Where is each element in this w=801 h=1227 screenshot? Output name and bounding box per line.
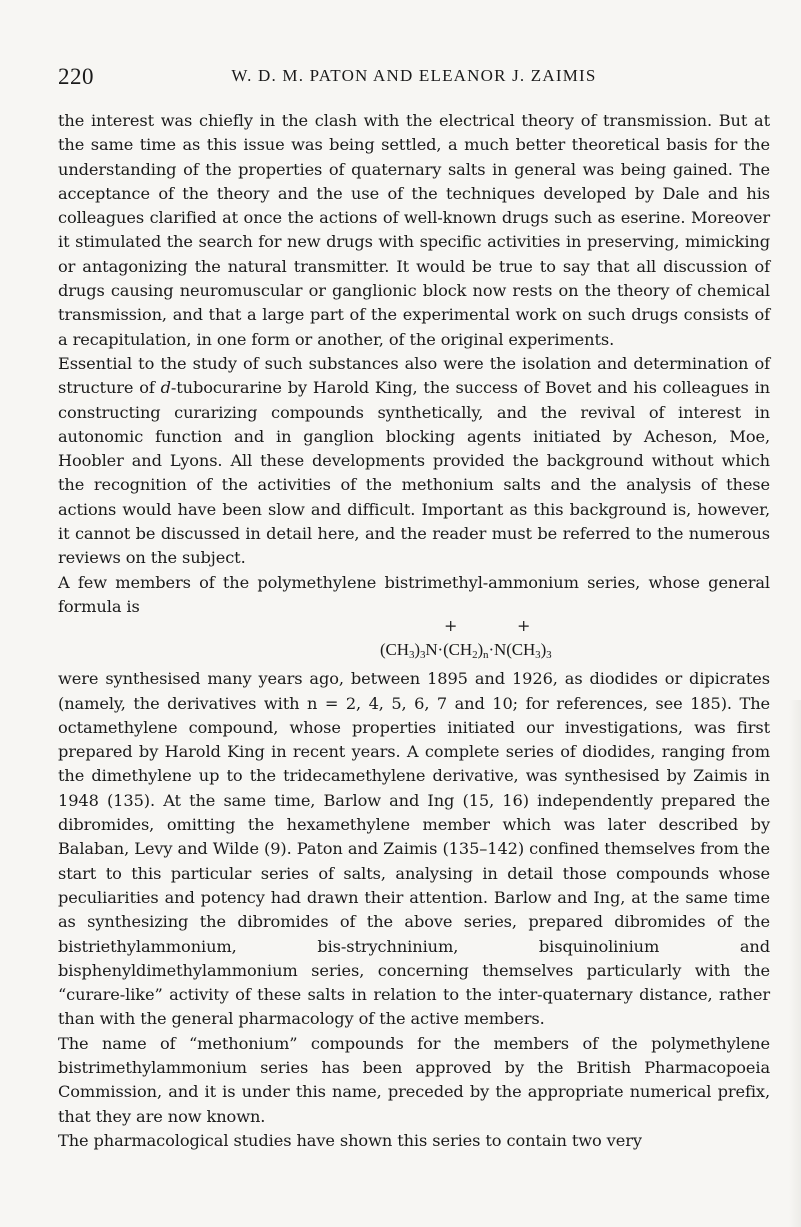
paragraph-2 — [58, 352, 770, 571]
paragraph-6: The pharmacological studies have shown this series to contain two very — [58, 1130, 642, 1150]
formula-expression: $(CH_3)_3N\cdot(CH_2)_n\cdot N(CH_3)_3$ — [380, 640, 552, 662]
body-text — [58, 109, 770, 1153]
page-header — [58, 64, 770, 94]
paragraph-2-rest: -tubocurarine by Harold King, the success of Bovet and his colleagues in constructing curarizing compounds synthetically, and the revival of interest in autonomic function and in ganglion blocking agents initiated by Acheson, Moe, Hoobler and Lyons. All these developments provided the background without which the recognition of the activities of the methonium salts and the analysis of these actions would have been slow and difficult. Important as this background is, however, it cannot be discussed in detail here, and the reader must be referred to the numerous reviews on the subject. — [58, 378, 770, 568]
formula-plus-sign-left: + — [444, 616, 458, 636]
paragraph-4: were synthesised many years ago, between 1895 and 1926, as diodides or dipicrates (namely, the derivatives with n = 2, 4, 5, 6, 7 and 10; for references, see 185). The octamethylene compound, whose properties initiated our investigations, was first prepared by Harold King in recent years. A complete series of diodides, ranging from the dimethylene up to the tridecamethylene derivative, was synthesised by Zaimis in 1948 (135). At the same time, Barlow and Ing (15, 16) independently prepared the dibromides, omitting the hexamethylene member which was later described by Balaban, Levy and Wilde (9). Paton and Zaimis (135–142) confined themselves from the start to this particular series of salts, analysing in detail those compounds whose peculiarities and potency had drawn their attention. Barlow and Ing, at the same time as synthesizing the dibromides of the above series, prepared dibromides of the bistriethylammonium, bis-strychninium, bisquinolinium and bisphenyldimethylammonium series, concerning themselves particularly with the “curare-like” activity of these salts in relation to the inter-quaternary distance, rather than with the general pharmacology of the active members. — [58, 669, 770, 1029]
paragraph-2-prefix: Essential to the study of such substances also were the isolation and determination of structure of — [58, 353, 770, 398]
paragraph-1: the interest was chiefly in the clash with the electrical theory of transmission. But at the same time as this issue was being settled, a much better theoretical basis for the understanding of the properties of quaternary salts in general was being gained. The acceptance of the theory and the use of the techniques developed by Dale and his colleagues clarified at once the actions of well-known drugs such as eserine. Moreover it stimulated the search for new drugs with specific activities in preserving, mimicking or antagonizing the natural transmitter. It would be true to say that all discussion of drugs causing neuromuscular or ganglionic block now rests on the theory of chemical transmission, and that a large part of the experimental work on such drugs consists of a recapitulation, in one form or another, of the original experiments. — [58, 111, 770, 349]
formula-plus-sign-right: + — [517, 616, 531, 636]
page-edge-shading — [789, 700, 801, 1227]
general-formula — [58, 616, 770, 667]
page-number: 220 — [58, 64, 94, 89]
running-head: W. D. M. PATON AND ELEANOR J. ZAIMIS — [231, 66, 597, 85]
paragraph-2-italic-d: d — [160, 378, 171, 398]
paragraph-5: The name of “methonium” compounds for the members of the polymethylene bistrimethylammonium series has been approved by the British Pharmacopoeia Commission, and it is under this name, preceded by the appropriate numerical prefix, that they are now known. — [58, 1033, 770, 1126]
paragraph-3: A few members of the polymethylene bistrimethyl-ammonium series, whose general formula is — [58, 572, 770, 616]
